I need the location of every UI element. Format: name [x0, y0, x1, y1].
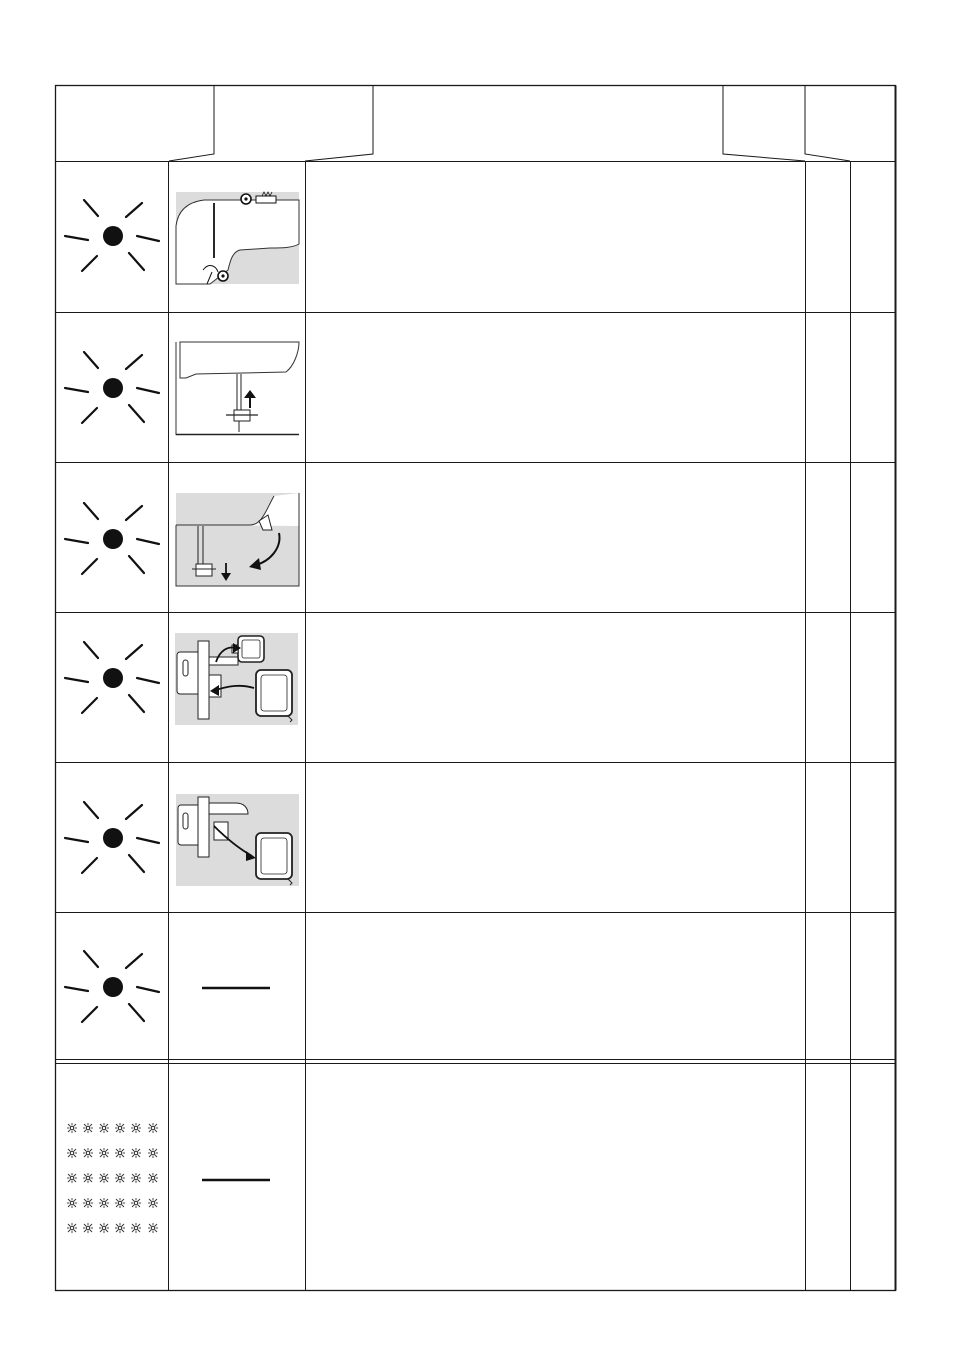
- embroidery-hoop-attach-icon: [176, 794, 299, 886]
- blinking-lamp-icon: [65, 642, 159, 713]
- bobbin-winder-icon: [176, 192, 299, 284]
- blinking-lamp-icon: [65, 352, 159, 423]
- blinking-lamp-icon: [65, 503, 159, 574]
- blinking-lamp-icon: [65, 802, 159, 873]
- presser-foot-lever-down-icon: [176, 493, 299, 586]
- blinking-lamp-icon: [65, 951, 159, 1022]
- embroidery-hoop-swap-icon: [175, 633, 298, 725]
- presser-foot-up-icon: [176, 342, 299, 435]
- lamp-indicators: [65, 200, 159, 1022]
- all-lamps-blinking-icon: [67, 1123, 158, 1233]
- blinking-lamp-icon: [65, 200, 159, 271]
